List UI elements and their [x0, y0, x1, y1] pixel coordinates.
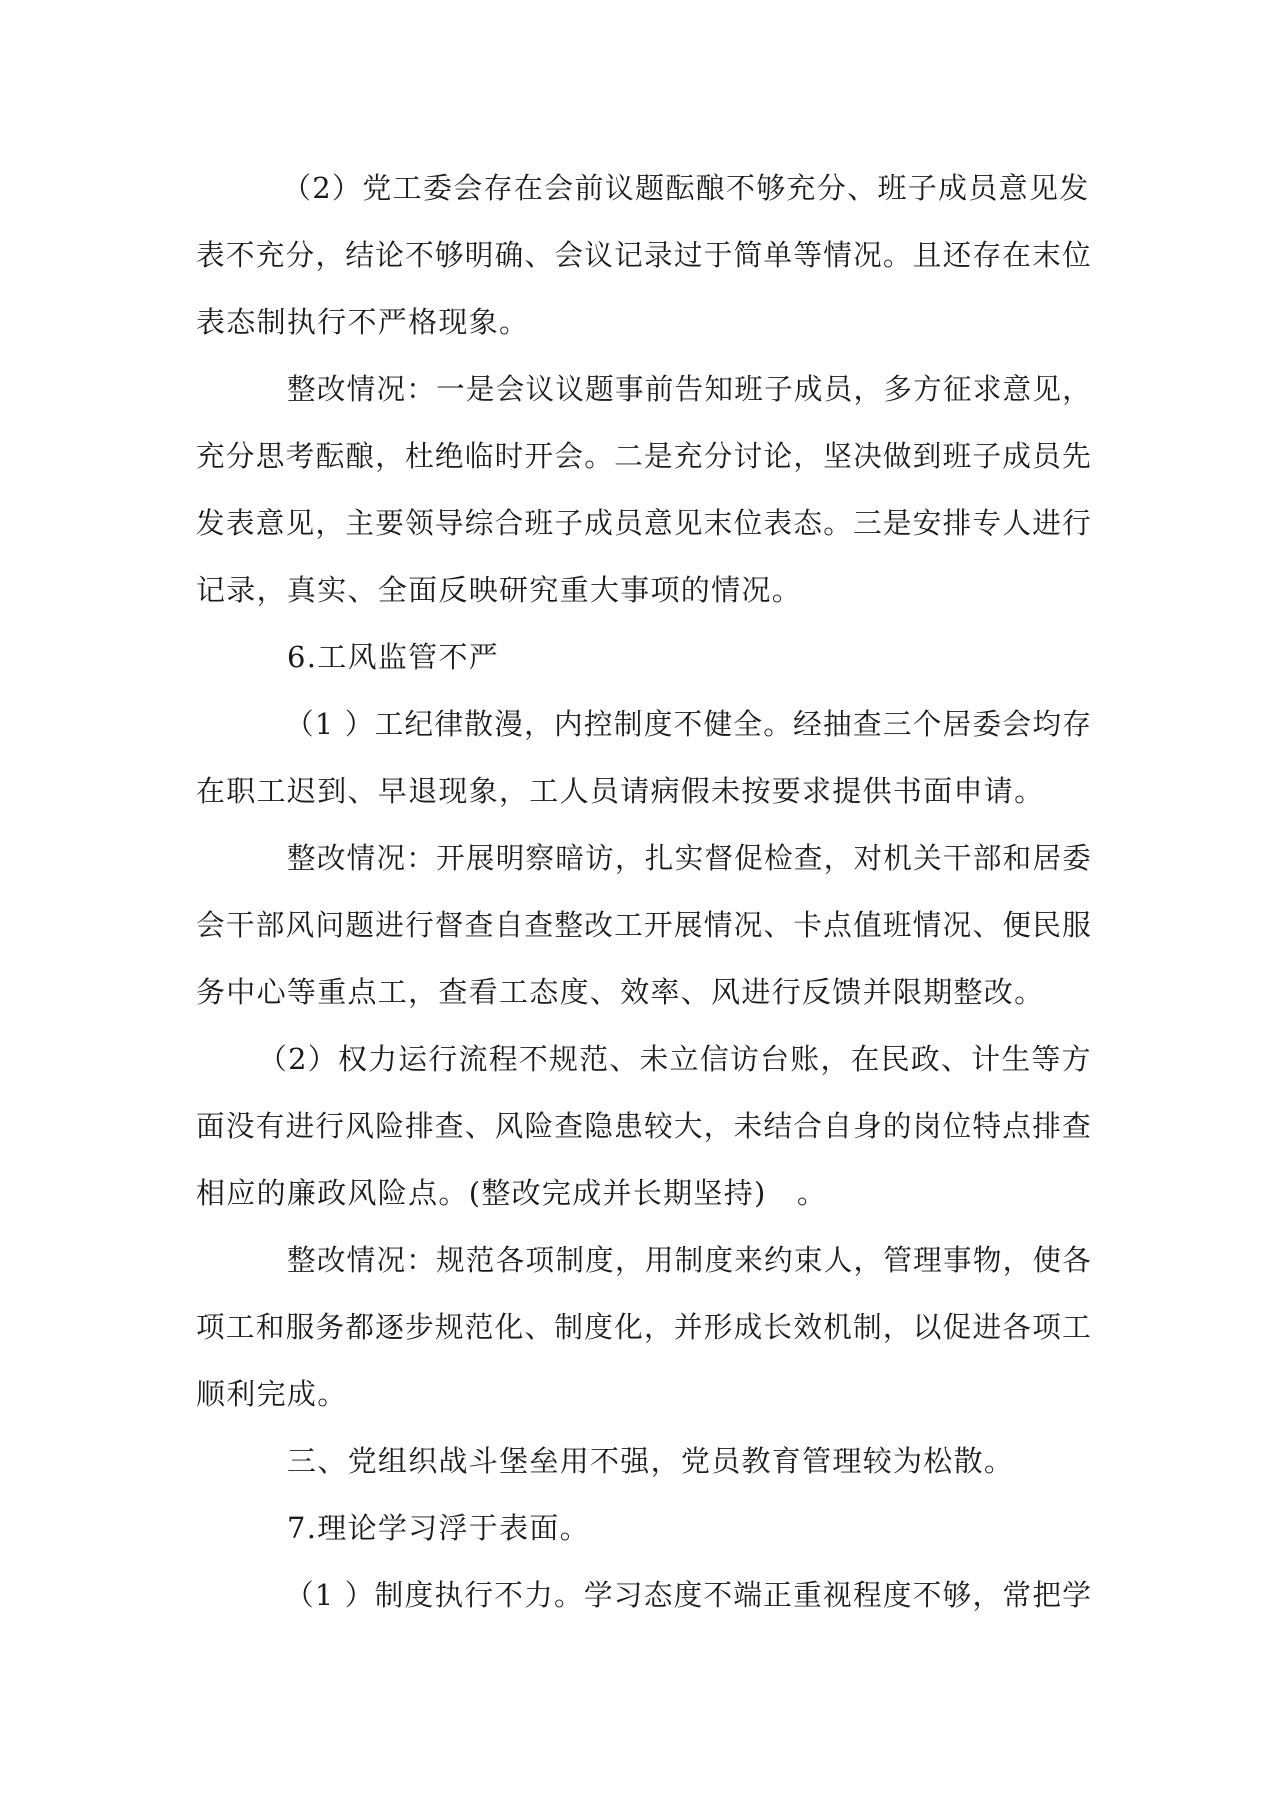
- text-line: 面没有进行风险排查、风险查隐患较大，未结合自身的岗位特点排查: [196, 1109, 1093, 1143]
- text-line: 充分思考酝酿，杜绝临时开会。二是充分讨论，坚决做到班子成员先: [196, 439, 1093, 473]
- text-line: 整改情况：一是会议议题事前告知班子成员，多方征求意见，: [287, 372, 1093, 406]
- text-line: （1 ）工纪律散漫，内控制度不健全。经抽查三个居委会均存: [285, 707, 1093, 741]
- section-heading: 6.工风监管不严: [287, 640, 500, 674]
- text-line: 务中心等重点工，查看工态度、效率、风进行反馈并限期整改。: [196, 975, 1045, 1009]
- text-line: 表不充分，结论不够明确、会议记录过于简单等情况。且还存在末位: [196, 238, 1093, 272]
- text-line: 整改情况：开展明察暗访，扎实督促检查，对机关干部和居委: [287, 841, 1093, 875]
- text-line: 会干部风问题进行督查自查整改工开展情况、卡点值班情况、便民服: [196, 908, 1093, 942]
- text-line: 顺利完成。: [196, 1377, 348, 1411]
- section-heading: 7.理论学习浮于表面。: [287, 1511, 590, 1545]
- text-line: （1 ）制度执行不力。学习态度不端正重视程度不够，常把学: [285, 1578, 1093, 1612]
- section-heading: 三、党组织战斗堡垒用不强，党员教育管理较为松散。: [287, 1444, 1015, 1478]
- text-line: 相应的廉政风险点。(整改完成并长期坚持) 。: [196, 1176, 828, 1210]
- text-line: 记录，真实、全面反映研究重大事项的情况。: [196, 573, 803, 607]
- text-line: （2）党工委会存在会前议题酝酿不够充分、班子成员意见发: [282, 171, 1090, 205]
- text-line: 整改情况：规范各项制度，用制度来约束人，管理事物，使各: [287, 1243, 1093, 1277]
- text-line: （2）权力运行流程不规范、未立信访台账，在民政、计生等方: [258, 1042, 1092, 1076]
- text-line: 在职工迟到、早退现象，工人员请病假未按要求提供书面申请。: [196, 774, 1045, 808]
- text-line: 项工和服务都逐步规范化、制度化，并形成长效机制，以促进各项工: [196, 1310, 1093, 1344]
- text-line: 发表意见，主要领导综合班子成员意见末位表态。三是安排专人进行: [196, 506, 1093, 540]
- text-line: 表态制执行不严格现象。: [196, 305, 530, 339]
